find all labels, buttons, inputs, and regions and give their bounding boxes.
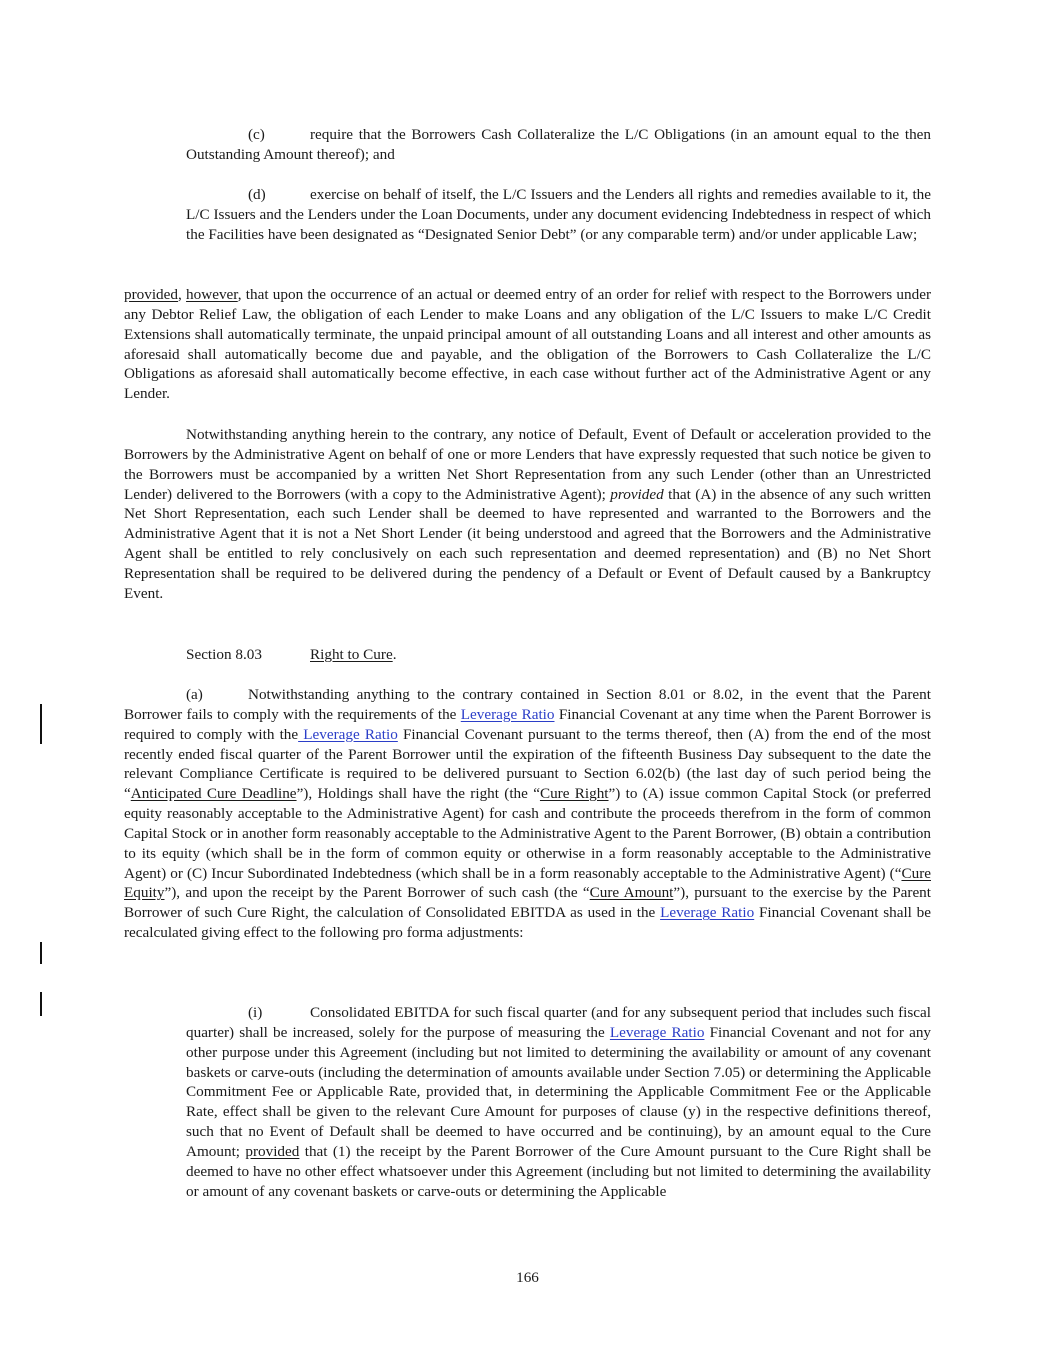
leverage-ratio-link[interactable]: Leverage Ratio — [660, 904, 755, 922]
clause-i-text: that (1) the receipt by the Parent Borrower of the Cure Amount pursuant to the Cure Right shall be deemed to have no other effect whatsoever under this Agreement (including but not limited to determining the availability or amount of any covenant baskets or carve-outs or determining the Applicable — [186, 1142, 931, 1200]
page-number: 166 — [516, 1269, 539, 1286]
clause-a-label: (a) — [186, 686, 203, 703]
section-number: Section 8.03 — [186, 646, 262, 663]
clause-i-text: Consolidated EBITDA for such fiscal quarter (and for any subsequent period that includes such fiscal quarter) shall be increased, solely for the purpose of measuring the — [186, 1004, 931, 1041]
clause-a-text: ”) to (A) issue common Capital Stock (or preferred equity reasonably acceptable to the Administrative Agent) for cash and contribute the proceeds therefrom in the form of common Capital Stock or in another form reasonably acceptable to the Administrative Agent to the Parent Borrower, (B) obtain a contribution to its equity (which shall be in the form of common equity or otherwise in a form reasonably acceptable to the Administrative Agent) or (C) Incur Subordinated Indebtedness (which shall be in a form reasonably acceptable to the Administrative Agent) (“ — [124, 785, 932, 882]
clause-a-text: Financial Covenant at any time when the Parent Borrower is required to comply with the — [124, 705, 932, 743]
change-bar — [40, 942, 42, 964]
clause-d-text: exercise on behalf of itself, the L/C Issuers and the Lenders all rights and remedies available to it, the L/C Issuers and the Lenders under the Loan Documents, under any document evidencing Indebtedness in respect of which the Facilities have been designated as “Designated Senior Debt” (or any comparable term) and/or under applicable Law; — [186, 186, 931, 243]
leverage-ratio-link[interactable]: Leverage Ratio — [460, 705, 555, 723]
defined-term: Anticipated Cure Deadline — [130, 785, 297, 803]
provided-term: provided — [245, 1142, 300, 1160]
clause-i-label: (i) — [248, 1004, 263, 1021]
defined-term: Cure Right — [539, 785, 609, 803]
clause-a-text: Notwithstanding anything to the contrary contained in Section 8.01 or 8.02, in the event that the Parent Borrower fails to comply with the requirements of the — [124, 686, 931, 723]
clause-a-text: ”), Holdings shall have the right (the “ — [296, 785, 540, 803]
section-title-suffix: . — [392, 646, 397, 663]
clause-d-label: (d) — [248, 186, 266, 203]
clause-a-text: ”), and upon the receipt by the Parent Borrower of such cash (the “ — [164, 884, 590, 902]
change-bar — [40, 992, 42, 1016]
net-short-paragraph — [124, 425, 931, 604]
separator: , — [178, 286, 187, 303]
net-short-text-2: that (A) in the absence of any such written Net Short Representation, each such Lender shall be deemed to have represented and warranted to the Borrowers and the Administrative Agent that it is not a Net Short Lender (it being understood and agreed that the Borrowers and the Administrative Agent shall be entitled to rely conclusively on each such representation and deemed representation) and (B) no Net Short Representation shall be required to be delivered during the pendency of a Default or Event of Default caused by a Bankruptcy Event. — [124, 485, 931, 602]
section-heading — [186, 645, 396, 665]
clause-a-text: Financial Covenant shall be recalculated giving effect to the following pro forma adjustments: — [124, 904, 931, 942]
defined-term: Cure Equity — [124, 864, 931, 902]
leverage-ratio-link[interactable]: Leverage Ratio — [298, 725, 398, 743]
provided-italic: provided — [610, 485, 664, 503]
clause-a-text: ”), pursuant to the exercise by the Parent Borrower of such Cure Right, the calculation of Consolidated EBITDA as used in the — [124, 884, 932, 922]
change-bar — [40, 704, 42, 744]
clause-i-text: Financial Covenant and not for any other purpose under this Agreement (including but not limited to determining the availability or amount of any covenant baskets or carve-outs (including the determination of amounts available under Section 7.05) or determining the Applicable Commitment Fee or Applicable Rate, provided that, in determining the Applicable Commitment Fee or the Applicable Rate, effect shall be given to the relevant Cure Amount for purposes of clause (y) in the respective definitions thereof, such that no Event of Default shall be deemed to have occurred and be continuing), by an amount equal to the Cure Amount; — [186, 1023, 932, 1160]
proviso-paragraph — [124, 285, 931, 404]
proviso-text: , that upon the occurrence of an actual or deemed entry of an order for relief with respect to the Borrowers under any Debtor Relief Law, the obligation of each Lender to make Loans and any obligation of the L/C Issuers to make L/C Credit Extensions shall automatically terminate, the unpaid principal amount of all outstanding Loans and all interest and other amounts as aforesaid shall automatically become due and payable, and the obligation of the Borrowers to Cash Collateralize the L/C Obligations as aforesaid shall automatically become effective, in each case without further act of the Administrative Agent or any Lender. — [124, 286, 932, 403]
however-term: however — [186, 286, 238, 303]
defined-term: Cure Amount — [589, 884, 674, 902]
clause-i — [186, 1003, 931, 1201]
section-title: Right to Cure — [310, 646, 393, 663]
clause-c — [186, 125, 931, 165]
leverage-ratio-link[interactable]: Leverage Ratio — [609, 1023, 705, 1041]
clause-a-text: Financial Covenant pursuant to the terms thereof, then (A) from the end of the most recently ended fiscal quarter of the Parent Borrower until the expiration of the fifteenth Business Day subsequent to the date the relevant Compliance Certificate is required to be delivered pursuant to Section 6.02(b) (the last day of such period being the “ — [124, 725, 931, 803]
net-short-text-1: Notwithstanding anything herein to the contrary, any notice of Default, Event of Default or acceleration provided to the Borrowers by the Administrative Agent on behalf of one or more Lenders that have expressly requested that such notice be given to the Borrowers must be accompanied by a written Net Short Representation from any such Lender (other than an Unrestricted Lender) delivered to the Borrowers (with a copy to the Administrative Agent); — [124, 426, 931, 503]
provided-term: provided — [124, 286, 178, 303]
clause-d — [186, 185, 931, 245]
clause-c-label: (c) — [248, 126, 265, 143]
clause-c-text: require that the Borrowers Cash Collateralize the L/C Obligations (in an amount equal to the then Outstanding Amount thereof); and — [186, 126, 931, 163]
clause-a — [124, 685, 931, 943]
